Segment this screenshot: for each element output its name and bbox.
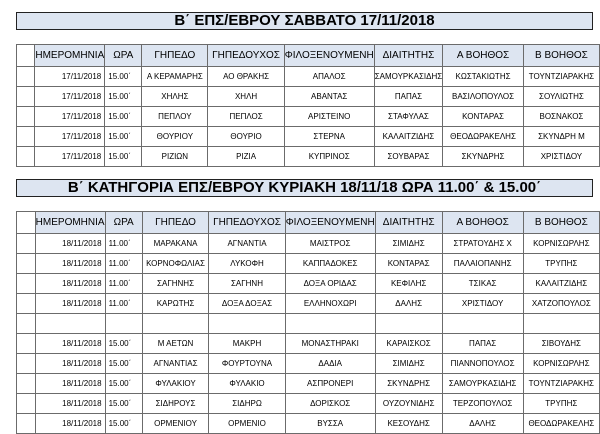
cell-date: 18/11/2018 xyxy=(35,354,105,374)
cell-assistant-a: ΧΡΙΣΤΙΔΟΥ xyxy=(442,294,523,314)
cell-date: 18/11/2018 xyxy=(35,274,105,294)
cell-assistant-b: ΤΡΥΠΗΣ xyxy=(523,394,599,414)
cell-referee: ΔΑΛΗΣ xyxy=(375,294,442,314)
cell-assistant-a: ΤΣΙΚΑΣ xyxy=(442,274,523,294)
cell-home-team: ΔΟΞΑ ΔΟΞΑΣ xyxy=(209,294,285,314)
cell-home-team: ΑΟ ΘΡΑΚΗΣ xyxy=(208,67,284,87)
cell-assistant-b: ΧΡΙΣΤΙΔΟΥ xyxy=(523,147,599,167)
cell-referee: ΚΕΦΙΛΗΣ xyxy=(375,274,442,294)
table-row xyxy=(17,87,600,107)
cell-assistant-a: ΒΑΣΙΛΟΠΟΥΛΟΣ xyxy=(443,87,524,107)
cell-date: 18/11/2018 xyxy=(35,254,105,274)
table-row xyxy=(17,334,600,354)
cell-home-team: ΠΕΠΛΟΣ xyxy=(208,107,284,127)
cell-venue: ΚΟΡΝΟΦΩΛΙΑΣ xyxy=(142,254,209,274)
cell-venue: ΣΙΔΗΡΟΥΣ xyxy=(142,394,209,414)
column-header-time: ΩΡΑ xyxy=(105,45,142,67)
cell-away-team: ΚΑΠΠΑΔΟΚΕΣ xyxy=(285,254,375,274)
column-header-assistant-b: Β ΒΟΗΘΟΣ xyxy=(523,45,599,67)
cell-away-team: ΜΑΙΣΤΡΟΣ xyxy=(285,234,375,254)
cell-home-team: ΦΥΛΑΚΙΟ xyxy=(209,374,285,394)
table-row xyxy=(17,234,600,254)
cell-date: 17/11/2018 xyxy=(35,67,105,87)
row-gutter xyxy=(17,414,36,434)
cell-referee: ΣΟΥΒΑΡΑΣ xyxy=(374,147,443,167)
cell-assistant-a: ΤΕΡΖΟΠΟΥΛΟΣ xyxy=(442,394,523,414)
table-row xyxy=(17,127,600,147)
cell-assistant-b: ΚΟΡΝΙΣΩΡΛΗΣ xyxy=(523,354,599,374)
table-row xyxy=(17,254,600,274)
cell-time xyxy=(105,314,142,334)
column-header-assistant-a: Α ΒΟΗΘΟΣ xyxy=(442,212,523,234)
cell-away-team xyxy=(285,314,375,334)
cell-time: 15.00΄ xyxy=(105,107,142,127)
cell-venue: ΑΓΝΑΝΤΙΑΣ xyxy=(142,354,209,374)
cell-assistant-a: ΚΩΣΤΑΚΙΩΤΗΣ xyxy=(443,67,524,87)
cell-referee: ΠΑΠΑΣ xyxy=(374,87,443,107)
cell-assistant-a: ΣΚΥΝΔΡΗΣ xyxy=(443,147,524,167)
cell-referee: ΣΤΑΦΥΛΑΣ xyxy=(374,107,443,127)
cell-assistant-b: ΤΟΥΝΤΖΙΑΡΑΚΗΣ xyxy=(523,67,599,87)
table-row xyxy=(17,394,600,414)
cell-assistant-a: ΘΕΟΔΩΡΑΚΕΛΗΣ xyxy=(443,127,524,147)
cell-venue xyxy=(142,314,209,334)
column-header-date: ΗΜΕΡΟΜΗΝΙΑ xyxy=(35,45,105,67)
cell-venue: ΣΑΓΗΝΗΣ xyxy=(142,274,209,294)
column-header-venue: ΓΗΠΕΔΟ xyxy=(142,212,209,234)
cell-assistant-a: ΔΑΛΗΣ xyxy=(442,414,523,434)
cell-home-team: ΟΡΜΕΝΙΟ xyxy=(209,414,285,434)
cell-away-team: ΑΒΑΝΤΑΣ xyxy=(284,87,374,107)
cell-referee: ΣΙΜΙΔΗΣ xyxy=(375,234,442,254)
cell-referee: ΣΑΜΟΥΡΚΑΣΙΔΗΣ xyxy=(374,67,443,87)
cell-referee xyxy=(375,314,442,334)
column-header-away-team: ΦΙΛΟΞΕΝΟΥΜΕΝΗ xyxy=(284,45,374,67)
cell-time: 15.00΄ xyxy=(105,414,142,434)
cell-assistant-b: ΚΑΛΑΙΤΖΙΔΗΣ xyxy=(523,274,599,294)
cell-time: 15.00΄ xyxy=(105,87,142,107)
row-gutter xyxy=(17,234,36,254)
cell-referee: ΣΚΥΝΔΡΗΣ xyxy=(375,374,442,394)
cell-time: 15.00΄ xyxy=(105,334,142,354)
cell-venue: ΚΑΡΩΤΗΣ xyxy=(142,294,209,314)
cell-assistant-b xyxy=(523,314,599,334)
row-gutter xyxy=(17,67,35,87)
cell-referee: ΚΑΡΑΙΣΚΟΣ xyxy=(375,334,442,354)
column-header-referee: ΔΙΑΙΤΗΤΗΣ xyxy=(374,45,443,67)
row-gutter xyxy=(17,254,36,274)
table-row xyxy=(17,314,600,334)
cell-away-team: ΚΥΠΡΙΝΟΣ xyxy=(284,147,374,167)
column-header-venue: ΓΗΠΕΔΟ xyxy=(142,45,208,67)
cell-assistant-b: ΣΙΒΟΥΔΗΣ xyxy=(523,334,599,354)
row-gutter xyxy=(17,314,36,334)
column-header-home-team: ΓΗΠΕΔΟΥΧΟΣ xyxy=(208,45,284,67)
cell-away-team: ΑΡΙΣΤΕΙΝΟ xyxy=(284,107,374,127)
row-gutter xyxy=(17,87,35,107)
cell-assistant-b: ΧΑΤΖΟΠΟΥΛΟΣ xyxy=(523,294,599,314)
cell-away-team: ΒΥΣΣΑ xyxy=(285,414,375,434)
cell-date: 18/11/2018 xyxy=(35,394,105,414)
cell-venue: ΘΟΥΡΙΟΥ xyxy=(142,127,208,147)
row-gutter xyxy=(17,294,36,314)
cell-date: 18/11/2018 xyxy=(35,294,105,314)
cell-assistant-a: ΚΟΝΤΑΡΑΣ xyxy=(443,107,524,127)
cell-venue: Μ ΑΕΤΩΝ xyxy=(142,334,209,354)
cell-time: 11.00΄ xyxy=(105,234,142,254)
cell-away-team: ΑΣΠΡΟΝΕΡΙ xyxy=(285,374,375,394)
cell-home-team: ΣΙΔΗΡΩ xyxy=(209,394,285,414)
cell-assistant-a xyxy=(442,314,523,334)
table-row xyxy=(17,414,600,434)
cell-assistant-b: ΣΚΥΝΔΡΗ Μ xyxy=(523,127,599,147)
column-header-home-team: ΓΗΠΕΔΟΥΧΟΣ xyxy=(209,212,285,234)
cell-away-team: ΣΤΕΡΝΑ xyxy=(284,127,374,147)
saturday-fixtures-table xyxy=(16,44,600,167)
cell-time: 15.00΄ xyxy=(105,147,142,167)
cell-assistant-a: ΠΑΠΑΣ xyxy=(442,334,523,354)
cell-time: 15.00΄ xyxy=(105,354,142,374)
row-gutter xyxy=(17,274,36,294)
table-row xyxy=(17,294,600,314)
table-row xyxy=(17,354,600,374)
cell-referee: ΚΟΝΤΑΡΑΣ xyxy=(375,254,442,274)
cell-time: 15.00΄ xyxy=(105,374,142,394)
cell-referee: ΣΙΜΙΔΗΣ xyxy=(375,354,442,374)
cell-time: 15.00΄ xyxy=(105,394,142,414)
header-row xyxy=(17,45,600,67)
cell-home-team: ΘΟΥΡΙΟ xyxy=(208,127,284,147)
cell-time: 11.00΄ xyxy=(105,254,142,274)
cell-away-team: ΑΠΑΛΟΣ xyxy=(284,67,374,87)
cell-assistant-a: ΠΙΑΝΝΟΠΟΥΛΟΣ xyxy=(442,354,523,374)
cell-date: 18/11/2018 xyxy=(35,414,105,434)
cell-assistant-a: ΣΤΡΑΤΟΥΔΗΣ Χ xyxy=(442,234,523,254)
cell-venue: ΡΙΖΙΩΝ xyxy=(142,147,208,167)
cell-assistant-a: ΣΑΜΟΥΡΚΑΣΙΔΗΣ xyxy=(442,374,523,394)
table-row xyxy=(17,67,600,87)
cell-referee: ΚΕΣΟΥΔΗΣ xyxy=(375,414,442,434)
cell-date: 17/11/2018 xyxy=(35,127,105,147)
cell-home-team: ΡΙΖΙΑ xyxy=(208,147,284,167)
cell-assistant-b: ΚΟΡΝΙΣΩΡΛΗΣ xyxy=(523,234,599,254)
cell-time: 15.00΄ xyxy=(105,127,142,147)
cell-venue: ΧΗΛΗΣ xyxy=(142,87,208,107)
cell-away-team: ΜΟΝΑΣΤΗΡΑΚΙ xyxy=(285,334,375,354)
cell-venue: ΟΡΜΕΝΙΟΥ xyxy=(142,414,209,434)
column-header-date: ΗΜΕΡΟΜΗΝΙΑ xyxy=(35,212,105,234)
cell-away-team: ΔΟΞΑ ΟΡΙΔΑΣ xyxy=(285,274,375,294)
row-gutter xyxy=(17,147,35,167)
column-header-referee: ΔΙΑΙΤΗΤΗΣ xyxy=(375,212,442,234)
row-gutter xyxy=(17,394,36,414)
column-header-away-team: ΦΙΛΟΞΕΝΟΥΜΕΝΗ xyxy=(285,212,375,234)
corner-cell xyxy=(17,45,35,67)
cell-assistant-b: ΤΟΥΝΤΖΙΑΡΑΚΗΣ xyxy=(523,374,599,394)
cell-venue: ΜΑΡΑΚΑΝΑ xyxy=(142,234,209,254)
table-row xyxy=(17,274,600,294)
cell-home-team: ΛΥΚΟΦΗ xyxy=(209,254,285,274)
corner-cell xyxy=(17,212,36,234)
column-header-assistant-b: Β ΒΟΗΘΟΣ xyxy=(523,212,599,234)
cell-home-team: ΧΗΛΗ xyxy=(208,87,284,107)
cell-home-team: ΦΟΥΡΤΟΥΝΑ xyxy=(209,354,285,374)
cell-home-team: ΑΓΝΑΝΤΙΑ xyxy=(209,234,285,254)
cell-home-team xyxy=(209,314,285,334)
section2-title: Β΄ ΚΑΤΗΓΟΡΙΑ ΕΠΣ/ΕΒΡΟΥ ΚΥΡΙΑΚΗ 18/11/18 ΩΡΑ 11.00΄ & 15.00΄ xyxy=(16,179,593,197)
cell-date: 17/11/2018 xyxy=(35,147,105,167)
cell-assistant-a: ΠΑΛΑΙΟΠΑΝΗΣ xyxy=(442,254,523,274)
cell-venue: Α ΚΕΡΑΜΑΡΗΣ xyxy=(142,67,208,87)
section1-title: Β΄ ΕΠΣ/ΕΒΡΟΥ ΣΑΒΒΑΤΟ 17/11/2018 xyxy=(16,12,593,30)
cell-date: 18/11/2018 xyxy=(35,334,105,354)
cell-date: 17/11/2018 xyxy=(35,87,105,107)
cell-time: 15.00΄ xyxy=(105,67,142,87)
cell-date: 18/11/2018 xyxy=(35,374,105,394)
cell-venue: ΠΕΠΛΟΥ xyxy=(142,107,208,127)
row-gutter xyxy=(17,334,36,354)
cell-assistant-b: ΒΟΣΝΑΚΟΣ xyxy=(523,107,599,127)
row-gutter xyxy=(17,127,35,147)
cell-assistant-b: ΘΕΟΔΩΡΑΚΕΛΗΣ xyxy=(523,414,599,434)
cell-away-team: ΔΑΔΙΑ xyxy=(285,354,375,374)
cell-home-team: ΣΑΓΗΝΗ xyxy=(209,274,285,294)
cell-away-team: ΕΛΛΗΝΟΧΩΡΙ xyxy=(285,294,375,314)
cell-time: 11.00΄ xyxy=(105,294,142,314)
column-header-time: ΩΡΑ xyxy=(105,212,142,234)
row-gutter xyxy=(17,107,35,127)
row-gutter xyxy=(17,354,36,374)
sunday-fixtures-table xyxy=(16,211,600,434)
header-row xyxy=(17,212,600,234)
table-row xyxy=(17,107,600,127)
cell-home-team: ΜΑΚΡΗ xyxy=(209,334,285,354)
cell-referee: ΟΥΖΟΥΝΙΔΗΣ xyxy=(375,394,442,414)
table-row xyxy=(17,147,600,167)
cell-date: 18/11/2018 xyxy=(35,234,105,254)
table-row xyxy=(17,374,600,394)
cell-venue: ΦΥΛΑΚΙΟΥ xyxy=(142,374,209,394)
column-header-assistant-a: Α ΒΟΗΘΟΣ xyxy=(443,45,524,67)
cell-time: 11.00΄ xyxy=(105,274,142,294)
cell-away-team: ΔΟΡΙΣΚΟΣ xyxy=(285,394,375,414)
cell-assistant-b: ΣΟΥΛΙΩΤΗΣ xyxy=(523,87,599,107)
cell-date: 17/11/2018 xyxy=(35,107,105,127)
cell-date xyxy=(35,314,105,334)
cell-assistant-b: ΤΡΥΠΗΣ xyxy=(523,254,599,274)
cell-referee: ΚΑΛΑΙΤΖΙΔΗΣ xyxy=(374,127,443,147)
row-gutter xyxy=(17,374,36,394)
